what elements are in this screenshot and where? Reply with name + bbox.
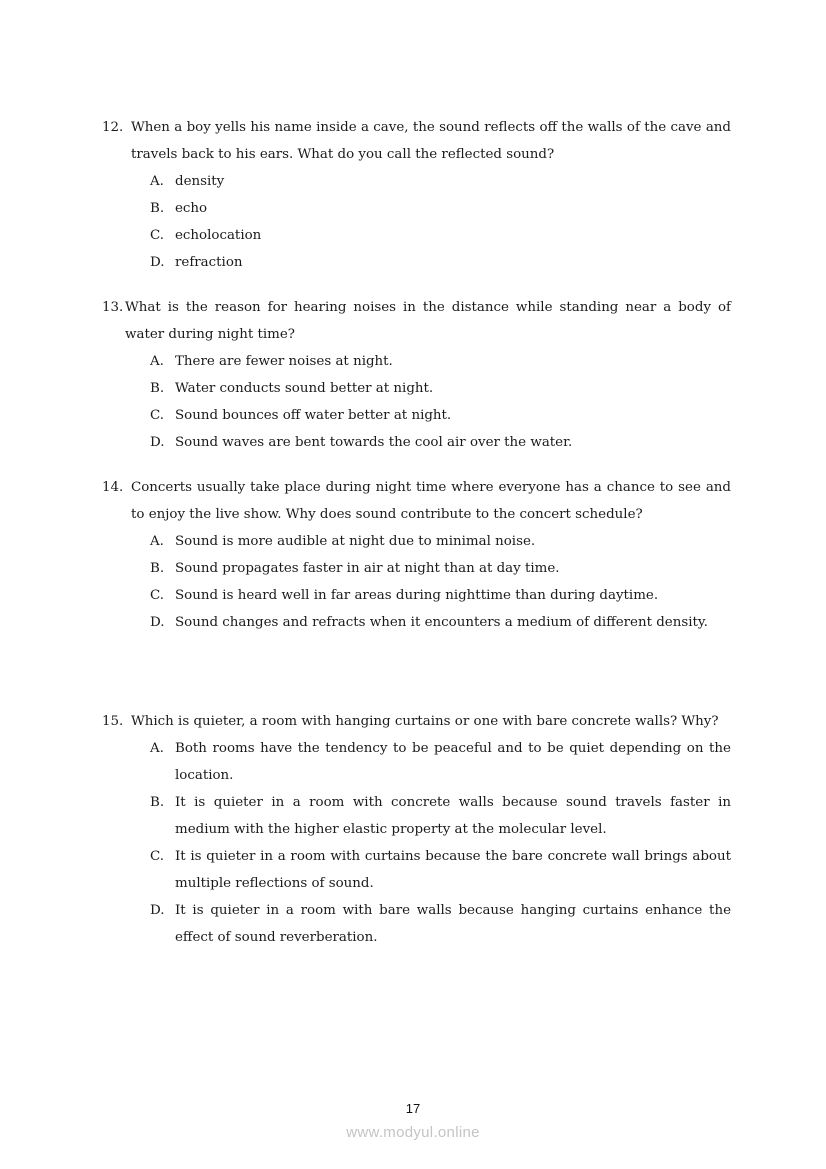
options (150, 348, 731, 456)
option-letter: C. (150, 849, 165, 864)
option-a (150, 735, 731, 789)
option-letter: C. (150, 588, 165, 603)
option-b (150, 195, 731, 222)
option-b (150, 375, 731, 402)
option-c (150, 582, 731, 609)
option-b (150, 555, 731, 582)
question-12 (102, 114, 731, 276)
option-letter: D. (150, 615, 165, 630)
option-d (150, 429, 731, 456)
option-text: Sound propagates faster in air at night than at day time. (175, 561, 560, 576)
option-text: It is quieter in a room with bare walls because hanging curtains enhance the effect of sound reverberation. (175, 903, 731, 945)
option-letter: B. (150, 795, 165, 810)
watermark: www.modyul.online (346, 1124, 480, 1141)
question-number: 15. (102, 714, 124, 729)
option-letter: B. (150, 201, 165, 216)
option-letter: C. (150, 228, 165, 243)
option-text: It is quieter in a room with curtains because the bare concrete wall brings about multiple reflections of sound. (175, 849, 731, 891)
option-text: It is quieter in a room with concrete walls because sound travels faster in medium with the higher elastic property at the molecular level. (175, 795, 731, 837)
option-letter: A. (150, 174, 164, 189)
option-a (150, 168, 731, 195)
option-d (150, 897, 731, 951)
question-15 (102, 708, 731, 951)
option-text: There are fewer noises at night. (175, 354, 393, 369)
option-letter: D. (150, 903, 165, 918)
question-text: Concerts usually take place during night time where everyone has a chance to see and to enjoy the live show. Why does sound contribute to the concert schedule? (131, 480, 731, 522)
option-text: Water conducts sound better at night. (175, 381, 434, 396)
options (150, 735, 731, 951)
option-b (150, 789, 731, 843)
options (150, 168, 731, 276)
option-letter: A. (150, 534, 164, 549)
option-letter: B. (150, 561, 165, 576)
option-text: Both rooms have the tendency to be peaceful and to be quiet depending on the location. (175, 741, 731, 783)
question-text: Which is quieter, a room with hanging curtains or one with bare concrete walls? Why? (131, 714, 719, 729)
option-c (150, 402, 731, 429)
option-text: echo (175, 201, 208, 216)
option-text: density (175, 174, 225, 189)
page-number: 17 (405, 1101, 421, 1116)
option-text: Sound is more audible at night due to minimal noise. (175, 534, 536, 549)
option-letter: A. (150, 741, 164, 756)
option-letter: C. (150, 408, 165, 423)
question-text: When a boy yells his name inside a cave, the sound reflects off the walls of the cave and travels back to his ears. What do you call the reflected sound? (131, 120, 731, 162)
option-text: echolocation (175, 228, 262, 243)
option-letter: B. (150, 381, 165, 396)
option-text: refraction (175, 255, 243, 270)
option-text: Sound is heard well in far areas during nighttime than during daytime. (175, 588, 659, 603)
question-number: 12. (102, 120, 124, 135)
options (150, 528, 731, 636)
question-13 (102, 294, 731, 456)
option-letter: D. (150, 255, 165, 270)
option-letter: A. (150, 354, 164, 369)
option-d (150, 609, 731, 636)
question-14 (102, 474, 731, 636)
option-c (150, 222, 731, 249)
option-text: Sound changes and refracts when it encounters a medium of different density. (175, 615, 708, 630)
option-text: Sound bounces off water better at night. (175, 408, 452, 423)
question-number: 13. (102, 300, 124, 315)
option-a (150, 348, 731, 375)
option-letter: D. (150, 435, 165, 450)
question-text: What is the reason for hearing noises in the distance while standing near a body of water during night time? (125, 300, 731, 342)
option-c (150, 843, 731, 897)
option-a (150, 528, 731, 555)
option-d (150, 249, 731, 276)
option-text: Sound waves are bent towards the cool air over the water. (175, 435, 573, 450)
question-number: 14. (102, 480, 124, 495)
